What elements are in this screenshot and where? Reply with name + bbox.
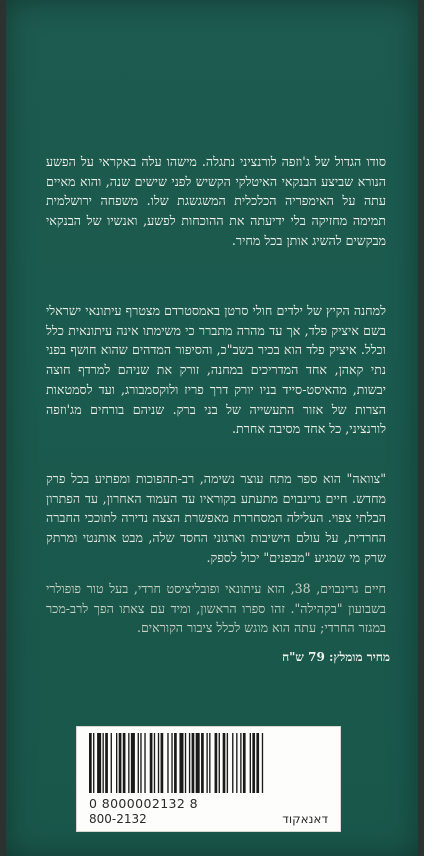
synopsis-paragraph-2: למחנה הקיץ של ילדים חולי סרטן באמסטרדם מצטרף עיתונאי ישראלי בשם איציק פלד, אך עד מהרה מתברר כי משימתו אינה עיתונאית כלל וכלל. איציק פלד הוא בכיר בשב"כ, והסיפור המדהים שהוא חושף בפני נתי קאהן, אחד המדריכים במחנה, זורק את שניהם למרדף חוצה יבשות, מהאיסט-סייד בניו יורק דרך פריז ולוקסמבורג, ועד לסמטאות הצרות של אזור התעשייה של בני ברק. שניהם בורחים מג'וזפה לורנציני, כל אחד מסיבה אחרת.: [46, 303, 386, 437]
barcode-stripe: [201, 733, 204, 793]
barcode-number: 0 8000002132 8: [89, 796, 198, 811]
barcode-stripe: [232, 733, 233, 793]
barcode-stripe: [138, 733, 139, 793]
barcode-stripe: [206, 733, 207, 793]
barcode-stripe: [167, 733, 168, 793]
barcode-stripe: [262, 733, 263, 793]
barcode-stripe: [116, 733, 117, 793]
barcode-stripe: [128, 733, 129, 793]
barcode-bars: [85, 733, 332, 795]
barcode-stripe: [209, 733, 210, 793]
barcode-stripe: [123, 733, 126, 793]
book-back-cover: [6, 0, 418, 856]
barcode-stripe: [93, 733, 94, 793]
danacode-number: 800-2132: [89, 812, 147, 826]
barcode-stripe: [89, 733, 92, 793]
barcode-stripe: [196, 733, 200, 793]
barcode-stripe: [105, 733, 108, 793]
barcode-stripe: [223, 733, 226, 793]
barcode-stripe: [131, 733, 135, 793]
barcode-stripe: [154, 733, 155, 793]
barcode-stripe: [215, 733, 218, 793]
synopsis-paragraph-1: סודו הגדול של ג'וזפה לורנציני נתגלה. מישהו עלה באקראי על הפשע הנורא שביצע הבנקאי האיטלקי הקשיש לפני שישים שנה, והוא מאיים עתה על האימפריה הכלכלית המשגשגת שלו. משפחה ירושלמית תמימה מחזיקה בלי ידיעתה את ההוכחות לפשע, ואנשיו של הבנקאי מבקשים להשיג אותן בכל מחיר.: [46, 154, 386, 248]
barcode-stripe: [103, 733, 104, 793]
barcode-stripe: [174, 733, 177, 793]
synopsis-paragraph-3: "צוואה" הוא ספר מתח עוצר נשימה, רב-תהפוכות ומפתיע בכל פרק מחדש. חיים גרינבוים מתעתע בקוראיו עד העמוד האחרון, עד הפתרון הבלתי צפוי. העלילה המסחררת מאפשרת הצצה נדירה לתוככי החברה החרדית, על עולם הישיבות וארגוני החסד שלה, מבט אותנטי ומרתק שרק מי שמגיע "מבפנים" יכול לספק.: [46, 471, 386, 565]
barcode-stripe: [219, 733, 220, 793]
barcode-stripe: [171, 733, 172, 793]
author-bio-paragraph: חיים גרינבוים, 38, הוא עיתונאי ופובליציסט חרדי, בעל טור פופולרי בשבועון "בקהילה". זהו ספרו הראשון, ומיד עם צאתו הפך לרב-מכר במגזר החרדי; עתה הוא מוגש לכלל ציבור הקוראים.: [46, 581, 387, 636]
barcode-stripe: [256, 733, 259, 793]
barcode-stripe: [243, 733, 246, 793]
barcode-stripe: [111, 733, 112, 793]
barcode-stripe: [97, 733, 101, 793]
barcode-stripe: [252, 733, 255, 793]
barcode-stripe: [189, 733, 190, 793]
barcode-stripe: [240, 733, 241, 793]
barcode-stripe: [192, 733, 195, 793]
barcode-stripe: [140, 733, 141, 793]
barcode-stripe: [227, 733, 228, 793]
danacode-label: דאנאקוד: [282, 812, 328, 826]
barcode-stripe: [185, 733, 186, 793]
barcode-stripe: [119, 733, 122, 793]
barcode-stripe: [236, 733, 237, 793]
barcode-label: [76, 726, 341, 832]
recommended-price: מחיר מומלץ: 79 ש"ח: [282, 650, 390, 664]
barcode-stripe: [150, 733, 153, 793]
barcode-stripe: [158, 733, 159, 793]
barcode-stripe: [144, 733, 145, 793]
barcode-stripe: [250, 733, 251, 793]
barcode-stripe: [161, 733, 164, 793]
barcode-stripe: [179, 733, 183, 793]
